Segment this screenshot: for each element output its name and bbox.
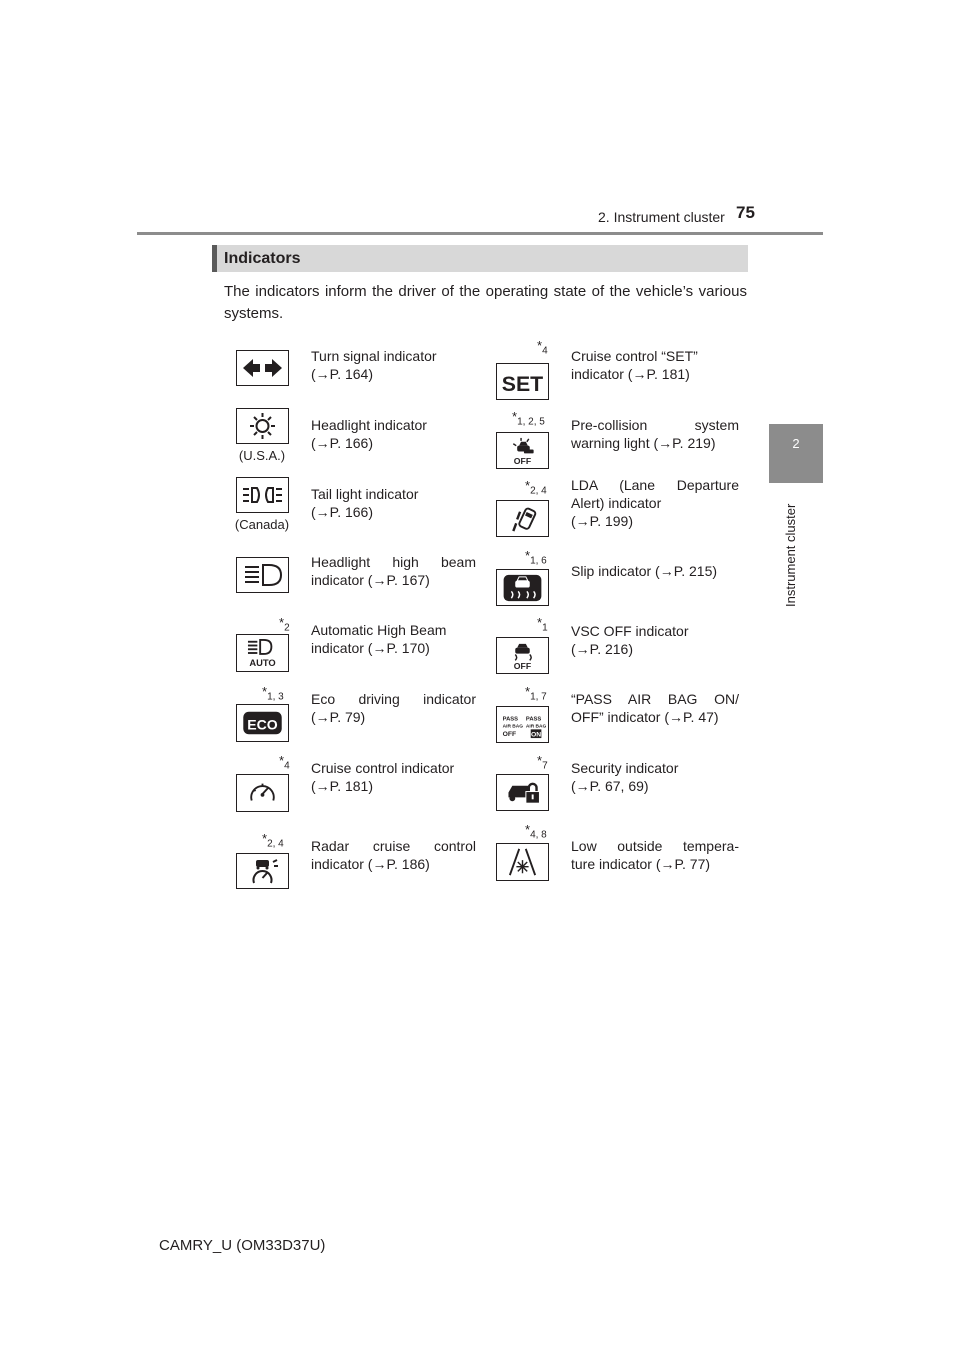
- svg-text:SET: SET: [501, 371, 544, 396]
- turn-signal-icon: [236, 350, 289, 386]
- chapter-tab: [769, 424, 823, 483]
- set-desc: Cruise control “SET” indicator (→P. 181): [571, 348, 698, 382]
- vsc-off-icon: [496, 637, 549, 674]
- radar-cruise-note: $*_{2, 4}$: [262, 831, 284, 850]
- set-icon: [496, 363, 549, 400]
- indicators-heading: Indicators: [224, 250, 301, 267]
- cruise-control-note: $*_4$: [279, 753, 290, 772]
- usa-caption: (U.S.A.): [238, 448, 286, 463]
- auto-high-beam-note: $*_2$: [279, 615, 290, 634]
- lda-icon: [496, 500, 549, 537]
- vsc-off-note: $*_1$: [537, 615, 548, 634]
- security-note: $*_7$: [537, 753, 548, 772]
- svg-text:AUTO: AUTO: [249, 658, 276, 668]
- radar-cruise-desc: Radar cruise control indicator (→P. 186): [311, 838, 476, 872]
- header-rule: [137, 232, 823, 235]
- svg-text:OFF: OFF: [513, 660, 532, 671]
- svg-text:PASS: PASS: [525, 716, 542, 723]
- section-title: 2. Instrument cluster: [598, 209, 725, 225]
- pre-collision-off-icon: [496, 432, 549, 469]
- lda-note: $*_{2, 4}$: [525, 478, 547, 497]
- auto-high-beam-icon: [236, 634, 289, 672]
- indicators-heading-bar: [212, 245, 748, 272]
- svg-text:OFF: OFF: [502, 730, 517, 738]
- heading-accent: [212, 245, 217, 272]
- radar-cruise-icon: [236, 853, 289, 889]
- slip-icon: [496, 569, 549, 606]
- pass-air-bag-desc: “PASS AIR BAG ON/ OFF” indicator (→P. 47): [571, 691, 739, 725]
- page-number: 75: [736, 203, 755, 222]
- cruise-control-icon: [236, 774, 289, 812]
- intro-paragraph: The indicators inform the driver of the operating state of the vehicle’s various systems.: [224, 283, 747, 322]
- slip-note: $*_{1, 6}$: [525, 548, 547, 567]
- low-outside-temp-icon: [496, 843, 549, 881]
- svg-text:ECO: ECO: [247, 716, 278, 733]
- high-beam-desc: Headlight high beam indicator (→P. 167): [311, 554, 476, 588]
- high-beam-icon: [236, 557, 289, 593]
- low-outside-temp-note: $*_{4, 8}$: [525, 822, 547, 841]
- tail-light-desc: Tail light indicator (→P. 166): [311, 486, 419, 520]
- pass-air-bag-icon: [496, 706, 549, 743]
- chapter-side-label: Instrument cluster: [783, 503, 798, 607]
- pre-collision-desc: Pre-collision system warning light (→P. 219): [571, 417, 739, 451]
- headlight-icon: [236, 408, 289, 444]
- eco-note: $*_{1, 3}$: [262, 684, 284, 703]
- vsc-off-desc: VSC OFF indicator (→P. 216): [571, 623, 689, 657]
- eco-desc: Eco driving indicator (→P. 79): [311, 691, 476, 725]
- canada-caption: (Canada): [234, 517, 290, 532]
- security-icon: [496, 774, 549, 811]
- pass-air-bag-note: $*_{1, 7}$: [525, 684, 547, 703]
- pre-collision-note: $*_{1, 2, 5}$: [512, 409, 545, 428]
- cruise-control-desc: Cruise control indicator (→P. 181): [311, 760, 455, 794]
- low-outside-temp-desc: Low outside tempera- ture indicator (→P. 77): [571, 838, 739, 872]
- document-code: CAMRY_U (OM33D37U): [159, 1237, 326, 1254]
- svg-text:OFF: OFF: [513, 455, 532, 466]
- svg-text:ON: ON: [530, 731, 542, 739]
- headlight-desc: Headlight indicator (→P. 166): [311, 417, 427, 451]
- eco-icon: [236, 704, 289, 742]
- set-note: $*_4$: [537, 338, 548, 357]
- turn-signal-desc: Turn signal indicator (→P. 164): [311, 348, 437, 382]
- svg-text:AIR BAG: AIR BAG: [502, 723, 524, 729]
- chapter-tab-number: 2: [792, 436, 800, 451]
- lda-desc: LDA (Lane Departure Alert) indicator (→P. 199): [571, 477, 739, 529]
- tail-light-icon: [236, 477, 289, 513]
- svg-text:PASS: PASS: [502, 716, 519, 723]
- slip-desc: Slip indicator (→P. 215): [571, 563, 718, 579]
- auto-high-beam-desc: Automatic High Beam indicator (→P. 170): [311, 622, 447, 656]
- security-desc: Security indicator (→P. 67, 69): [571, 760, 679, 794]
- svg-text:AIR BAG: AIR BAG: [525, 723, 546, 729]
